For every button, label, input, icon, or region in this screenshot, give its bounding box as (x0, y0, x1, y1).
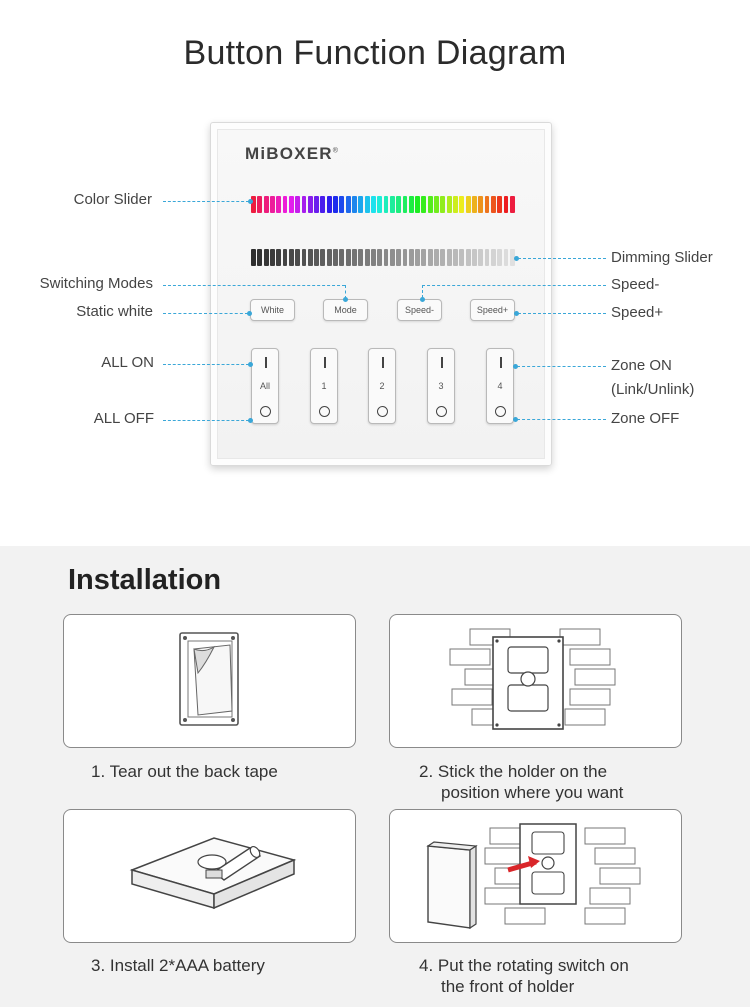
color-segment (497, 196, 502, 213)
off-icon (260, 406, 271, 417)
leader-line (518, 258, 606, 259)
step-1-caption: 1. Tear out the back tape (91, 762, 278, 781)
dim-segment (314, 249, 319, 266)
speed-plus-button[interactable]: Speed+ (470, 299, 515, 321)
leader-line (163, 201, 249, 202)
dim-segment (295, 249, 300, 266)
step-4-caption: 4. Put the rotating switch on the front of holder (419, 956, 629, 996)
label-zone-off: Zone OFF (611, 410, 680, 427)
leader-line (163, 313, 248, 314)
leader-line (422, 285, 423, 298)
step-1-illustration (63, 614, 356, 748)
color-segment (421, 196, 426, 213)
label-dimming-slider: Dimming Slider (611, 249, 713, 266)
zone-label: 1 (321, 381, 327, 391)
step-4-illustration (389, 809, 682, 943)
step-2-caption: 2. Stick the holder on the position where you want (419, 762, 624, 802)
dim-segment (339, 249, 344, 266)
dim-segment (377, 249, 382, 266)
color-segment (289, 196, 294, 213)
color-segment (365, 196, 370, 213)
zone-button-4[interactable] (486, 348, 514, 424)
color-segment (308, 196, 313, 213)
off-icon (436, 406, 447, 417)
label-zone-on: Zone ON (611, 357, 672, 374)
color-segment (264, 196, 269, 213)
label-all-on: ALL ON (101, 354, 154, 371)
color-segment (491, 196, 496, 213)
dim-segment (283, 249, 288, 266)
leader-line (163, 285, 345, 286)
color-segment (333, 196, 338, 213)
color-segment (485, 196, 490, 213)
color-segment (459, 196, 464, 213)
label-static-white: Static white (76, 303, 153, 320)
dim-segment (358, 249, 363, 266)
color-segment (415, 196, 420, 213)
dimming-slider[interactable] (251, 249, 515, 266)
leader-line (517, 366, 606, 367)
dim-segment (440, 249, 445, 266)
leader-dot (343, 297, 348, 302)
zone-button-3[interactable] (427, 348, 455, 424)
color-segment (257, 196, 262, 213)
dim-segment (289, 249, 294, 266)
on-icon (324, 357, 326, 368)
step-3-illustration (63, 809, 356, 943)
label-speed-minus: Speed- (611, 276, 660, 293)
dim-segment (365, 249, 370, 266)
dim-segment (447, 249, 452, 266)
color-segment (466, 196, 471, 213)
leader-dot (248, 418, 253, 423)
color-segment (283, 196, 288, 213)
mount-panel-image (390, 810, 683, 944)
leader-line (422, 285, 606, 286)
dim-segment (302, 249, 307, 266)
color-segment (327, 196, 332, 213)
dim-segment (371, 249, 376, 266)
leader-dot (248, 199, 253, 204)
color-segment (453, 196, 458, 213)
leader-dot (248, 362, 253, 367)
on-icon (265, 357, 267, 368)
dim-segment (276, 249, 281, 266)
dim-segment (504, 249, 509, 266)
color-segment (384, 196, 389, 213)
step-2-illustration (389, 614, 682, 748)
dim-segment (491, 249, 496, 266)
mode-button[interactable]: Mode (323, 299, 368, 321)
on-icon (382, 357, 384, 368)
wall-holder-image (390, 615, 683, 749)
color-segment (320, 196, 325, 213)
dim-segment (346, 249, 351, 266)
zone-button-all[interactable] (251, 348, 279, 424)
dim-segment (428, 249, 433, 266)
on-icon (500, 357, 502, 368)
off-icon (495, 406, 506, 417)
zone-button-1[interactable] (310, 348, 338, 424)
dim-segment (472, 249, 477, 266)
dim-segment (333, 249, 338, 266)
zone-label: 3 (438, 381, 444, 391)
off-icon (377, 406, 388, 417)
dim-segment (390, 249, 395, 266)
zone-label: 4 (497, 381, 503, 391)
color-segment (270, 196, 275, 213)
dim-segment (485, 249, 490, 266)
color-segment (440, 196, 445, 213)
speed-minus-button[interactable]: Speed- (397, 299, 442, 321)
color-segment (295, 196, 300, 213)
label-color-slider: Color Slider (73, 191, 152, 208)
label-speed-plus: Speed+ (611, 304, 664, 321)
dim-segment (466, 249, 471, 266)
off-icon (319, 406, 330, 417)
holder-tape-image (64, 615, 357, 749)
zone-button-2[interactable] (368, 348, 396, 424)
color-segment (504, 196, 509, 213)
dim-segment (497, 249, 502, 266)
diagram-title: Button Function Diagram (183, 34, 567, 72)
color-segment (396, 196, 401, 213)
on-icon (441, 357, 443, 368)
dim-segment (308, 249, 313, 266)
leader-line (517, 419, 606, 420)
color-segment (390, 196, 395, 213)
label-link-unlink: (Link/Unlink) (611, 381, 695, 398)
dim-segment (352, 249, 357, 266)
dim-segment (396, 249, 401, 266)
label-switching-modes: Switching Modes (39, 275, 153, 292)
dim-segment (478, 249, 483, 266)
color-segment (358, 196, 363, 213)
color-segment (339, 196, 344, 213)
white-button[interactable]: White (250, 299, 295, 321)
color-segment (276, 196, 281, 213)
leader-line (163, 364, 249, 365)
color-segment (510, 196, 515, 213)
dim-segment (251, 249, 256, 266)
color-segment (352, 196, 357, 213)
leader-dot (247, 311, 252, 316)
step-3-caption: 3. Install 2*AAA battery (91, 956, 265, 975)
dim-segment (459, 249, 464, 266)
dim-segment (421, 249, 426, 266)
dim-segment (327, 249, 332, 266)
label-all-off: ALL OFF (93, 410, 154, 427)
brand-logo: MiBOXER® (245, 144, 340, 163)
color-segment (403, 196, 408, 213)
dim-segment (434, 249, 439, 266)
color-segment (302, 196, 307, 213)
dim-segment (384, 249, 389, 266)
color-segment (371, 196, 376, 213)
color-segment (346, 196, 351, 213)
dim-segment (415, 249, 420, 266)
dim-segment (409, 249, 414, 266)
dim-segment (320, 249, 325, 266)
leader-line (518, 313, 606, 314)
leader-line (163, 420, 249, 421)
color-segment (447, 196, 452, 213)
color-slider[interactable] (251, 196, 515, 213)
dim-segment (403, 249, 408, 266)
color-segment (377, 196, 382, 213)
battery-install-image (64, 810, 357, 944)
zone-label: 2 (379, 381, 385, 391)
zone-label: All (259, 381, 270, 391)
color-segment (409, 196, 414, 213)
color-segment (434, 196, 439, 213)
dim-segment (453, 249, 458, 266)
dim-segment (264, 249, 269, 266)
color-segment (314, 196, 319, 213)
dim-segment (270, 249, 275, 266)
color-segment (428, 196, 433, 213)
color-segment (472, 196, 477, 213)
dim-segment (257, 249, 262, 266)
installation-title: Installation (68, 564, 222, 596)
color-segment (478, 196, 483, 213)
